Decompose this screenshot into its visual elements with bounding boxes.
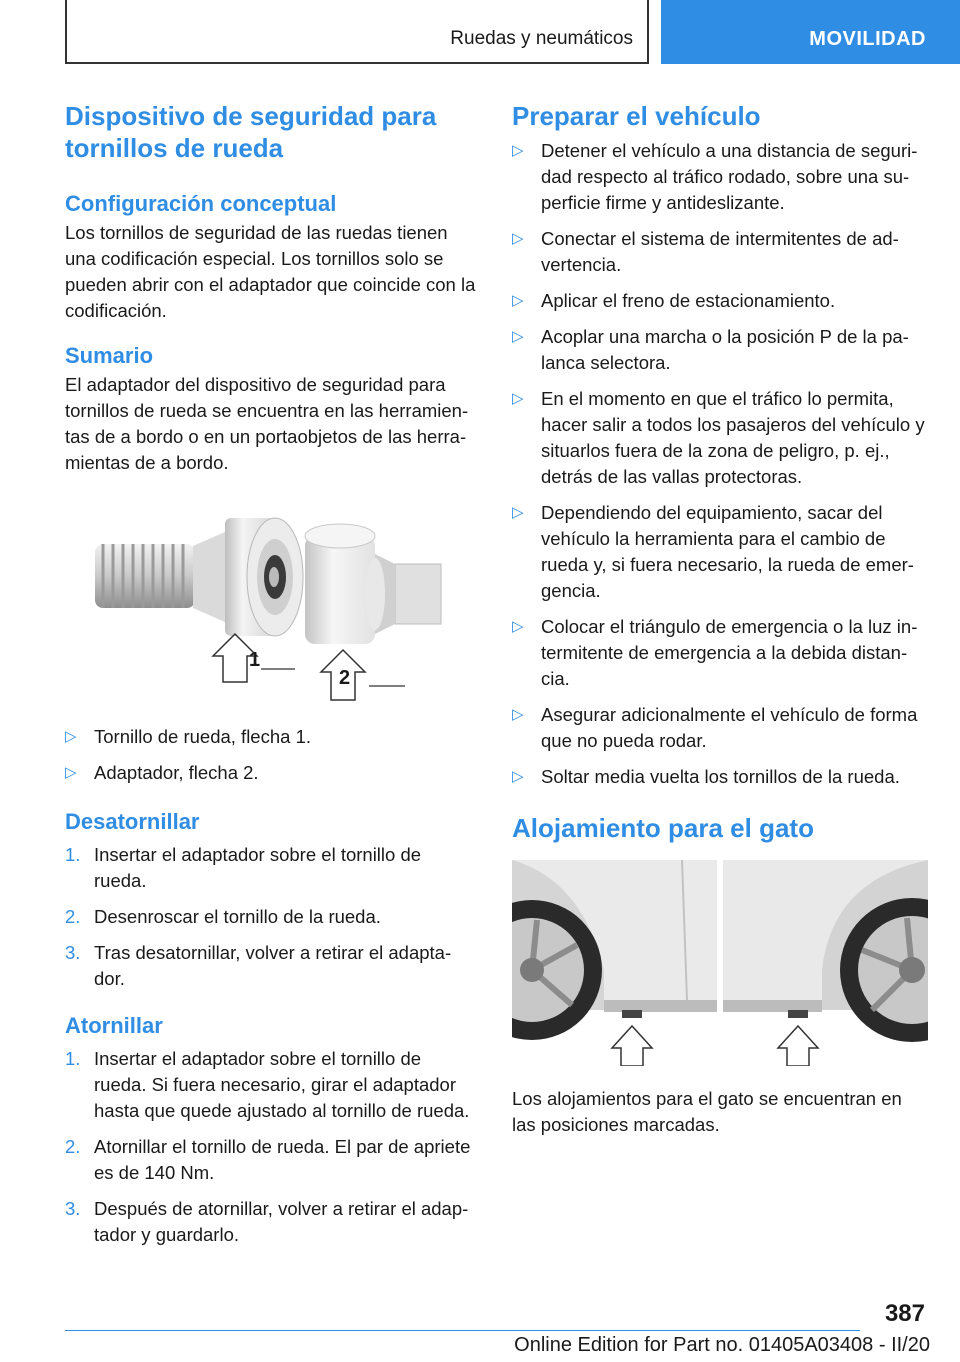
prepare-step: ▷ Aplicar el freno de estacionamiento.	[512, 288, 928, 314]
prepare-heading: Preparar el vehículo	[512, 101, 761, 131]
header-section-title: Ruedas y neumáticos	[450, 28, 633, 49]
right-column	[512, 100, 928, 1138]
prepare-step: ▷ Soltar media vuelta los tornillos de la rueda.	[512, 764, 928, 790]
triangle-bullet-icon: ▷	[512, 504, 524, 521]
left-column	[65, 100, 477, 1258]
summary-heading: Sumario	[65, 343, 154, 368]
bolt-adapter-figure	[65, 506, 477, 706]
prepare-step: ▷ Dependiendo del equipamiento, sacar del vehículo la herramienta para el cambio de rueda y, si fuera necesario, la rueda de emer-gencia.	[512, 502, 914, 601]
step-item: 3. Después de atornillar, volver a retirar el adap-tador y guardarlo.	[65, 1198, 469, 1245]
prepare-step: ▷ Conectar el sistema de intermitentes de ad-vertencia.	[512, 228, 899, 275]
header-chapter-label: MOVILIDAD	[809, 28, 926, 50]
footer-divider	[65, 1330, 860, 1331]
jack-points-illustration	[512, 860, 928, 1066]
figure-label-1: 1	[249, 649, 261, 671]
screw-steps	[65, 1046, 477, 1248]
bolt-adapter-illustration	[65, 506, 477, 706]
unscrew-heading: Desatornillar	[65, 809, 200, 834]
summary-text: El adaptador del dispositivo de seguridad para tornillos de rueda se encuentra en las herramien-tas de a bordo o en un portaobjetos de las herra-mientas de a bordo.	[65, 374, 469, 473]
figure-label-2: 2	[339, 667, 351, 689]
page-number: 387	[884, 1300, 925, 1327]
legend-item: ▷ Tornillo de rueda, flecha 1.	[65, 724, 477, 750]
step-item: 2. Atornillar el tornillo de rueda. El par de apriete es de 140 Nm.	[65, 1136, 471, 1183]
screw-heading: Atornillar	[65, 1013, 163, 1038]
step-item: 2. Desenroscar el tornillo de la rueda.	[65, 906, 381, 927]
prepare-step: ▷ En el momento en que el tráfico lo permita, hacer salir a todos los pasajeros del vehículo y situarlos fuera de la zona de peligro, p. ej., detrás de las vallas protectoras.	[512, 388, 925, 487]
triangle-bullet-icon: ▷	[512, 142, 524, 159]
triangle-bullet-icon: ▷	[512, 328, 524, 345]
step-item: 1. Insertar el adaptador sobre el tornillo de rueda.	[65, 844, 422, 891]
triangle-bullet-icon: ▷	[512, 230, 524, 247]
header-chapter-tab	[661, 0, 960, 64]
concept-heading: Configuración conceptual	[65, 191, 337, 216]
jack-points-figure	[512, 860, 928, 1066]
triangle-bullet-icon: ▷	[65, 764, 77, 781]
prepare-step: ▷ Acoplar una marcha o la posición P de la pa-lanca selectora.	[512, 326, 909, 373]
prepare-step: ▷ Colocar el triángulo de emergencia o la luz in-termitente de emergencia a la debida distan-cia.	[512, 616, 918, 689]
triangle-bullet-icon: ▷	[512, 292, 524, 309]
legend-item: ▷ Adaptador, flecha 2.	[65, 760, 477, 786]
prepare-step: ▷ Detener el vehículo a una distancia de seguri-dad respecto al tráfico rodado, sobre una su-perficie firme y antideslizante.	[512, 140, 918, 213]
prepare-steps	[512, 138, 928, 790]
triangle-bullet-icon: ▷	[512, 706, 524, 723]
unscrew-steps	[65, 842, 477, 992]
header-section-box	[65, 0, 649, 64]
jack-text: Los alojamientos para el gato se encuentran en las posiciones marcadas.	[512, 1088, 902, 1135]
footer-edition: Online Edition for Part no. 01405A03408 - II/20	[514, 1334, 930, 1356]
concept-text: Los tornillos de seguridad de las ruedas tienen una codificación especial. Los tornillos solo se pueden abrir con el adaptador que coincide con la codificación.	[65, 222, 476, 321]
figure-legend	[65, 724, 477, 786]
triangle-bullet-icon: ▷	[512, 768, 524, 785]
step-item: 1. Insertar el adaptador sobre el tornillo de rueda. Si fuera necesario, girar el adaptador hasta que quede ajustado al tornillo de rueda.	[65, 1048, 470, 1121]
jack-heading: Alojamiento para el gato	[512, 813, 814, 843]
page-title: Dispositivo de seguridad para tornillos de rueda	[65, 101, 437, 163]
triangle-bullet-icon: ▷	[65, 728, 77, 745]
prepare-step: ▷ Asegurar adicionalmente el vehículo de forma que no pueda rodar.	[512, 704, 918, 751]
triangle-bullet-icon: ▷	[512, 390, 524, 407]
triangle-bullet-icon: ▷	[512, 618, 524, 635]
step-item: 3. Tras desatornillar, volver a retirar el adapta-dor.	[65, 942, 452, 989]
